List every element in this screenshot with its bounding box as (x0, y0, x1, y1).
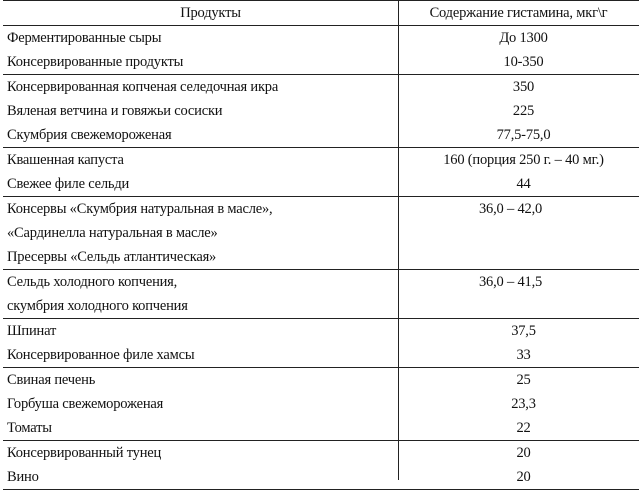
product-cell: Вяленая ветчина и говяжьи сосиски (7, 102, 223, 119)
table-row (3, 392, 639, 416)
table-row-group (3, 75, 639, 148)
histamine-value-cell: 36,0 – 41,5 (479, 273, 543, 290)
product-cell: скумбрия холодного копчения (7, 297, 188, 314)
product-cell: Пресервы «Сельдь атлантическая» (7, 248, 217, 265)
table-row (3, 197, 639, 221)
table-row (3, 441, 639, 465)
histamine-value-cell: 44 (516, 175, 531, 192)
product-cell: Свежее филе сельди (7, 175, 130, 192)
histamine-value-cell: 23,3 (511, 395, 536, 412)
histamine-value-cell: 20 (516, 444, 531, 461)
table-row-group (3, 270, 639, 319)
table-row-group (3, 197, 639, 270)
table-row (3, 416, 639, 440)
table-row (3, 50, 639, 74)
histamine-value-cell: 25 (516, 371, 531, 388)
product-cell: Скумбрия свежемороженая (7, 126, 172, 143)
header-products: Продукты (180, 4, 241, 21)
histamine-value-cell: 36,0 – 42,0 (479, 200, 543, 217)
product-cell: Консервированная копченая селедочная икра (7, 78, 279, 95)
product-cell: Сельдь холодного копчения, (7, 273, 178, 290)
product-cell: Консервированный тунец (7, 444, 162, 461)
product-cell: Консервированное филе хамсы (7, 346, 195, 363)
product-cell: Консервированные продукты (7, 53, 184, 70)
table-row (3, 123, 639, 147)
product-cell: Горбуша свежемороженая (7, 395, 164, 412)
table-row (3, 319, 639, 343)
product-cell: Консервы «Скумбрия натуральная в масле», (7, 200, 273, 217)
table-body (3, 26, 639, 490)
histamine-value-cell: 225 (512, 102, 535, 119)
table-row (3, 294, 639, 318)
histamine-table (3, 0, 639, 490)
table-row (3, 221, 639, 245)
table-row-group (3, 368, 639, 441)
product-cell: Шпинат (7, 322, 57, 339)
product-cell: Свиная печень (7, 371, 96, 388)
table-row-group (3, 148, 639, 197)
header-histamine: Содержание гистамина, мкг\г (429, 4, 608, 21)
table-row-group (3, 319, 639, 368)
table-row (3, 148, 639, 172)
product-cell: Квашенная капуста (7, 151, 124, 168)
histamine-value-cell: 20 (516, 468, 531, 485)
product-cell: Томаты (7, 419, 52, 436)
table-row (3, 343, 639, 367)
histamine-value-cell: 10-350 (503, 53, 544, 70)
table-row-group (3, 441, 639, 490)
histamine-value-cell: 33 (516, 346, 531, 363)
product-cell: «Сардинелла натуральная в масле» (7, 224, 218, 241)
table-header (3, 0, 639, 26)
product-cell: Вино (7, 468, 39, 485)
histamine-value-cell: 77,5-75,0 (496, 126, 551, 143)
table-row (3, 465, 639, 489)
table-row (3, 172, 639, 196)
table-row (3, 99, 639, 123)
histamine-value-cell: 37,5 (511, 322, 536, 339)
table-row (3, 270, 639, 294)
product-cell: Ферментированные сыры (7, 29, 162, 46)
table-row (3, 75, 639, 99)
column-divider (398, 0, 399, 480)
histamine-value-cell: До 1300 (499, 29, 548, 46)
table-row-group (3, 26, 639, 75)
histamine-value-cell: 350 (512, 78, 535, 95)
table-row (3, 368, 639, 392)
table-row (3, 245, 639, 269)
histamine-value-cell: 160 (порция 250 г. – 40 мг.) (443, 151, 604, 168)
table-row (3, 26, 639, 50)
histamine-value-cell: 22 (516, 419, 531, 436)
